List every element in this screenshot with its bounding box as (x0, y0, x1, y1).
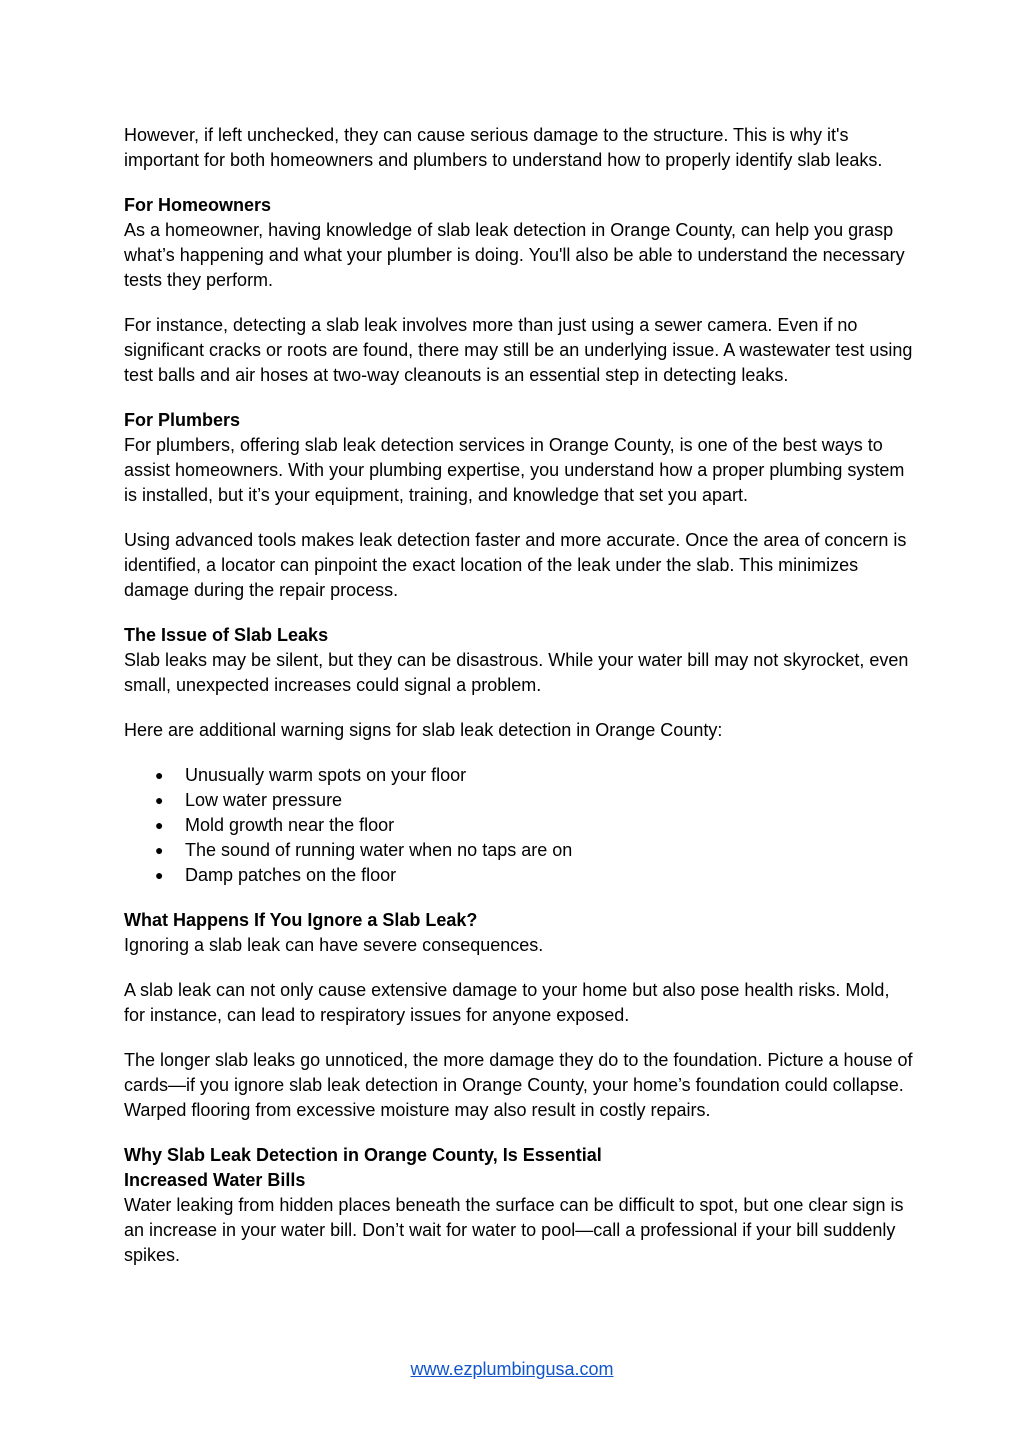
section-plumbers (124, 408, 914, 508)
issue-paragraph-1: Slab leaks may be silent, but they can be disastrous. While your water bill may not skyrocket, even small, unexpected increases could signal a problem. (124, 650, 909, 695)
bullet-icon: ● (155, 817, 164, 833)
essential-paragraph-1: Water leaking from hidden places beneath the surface can be difficult to spot, but one clear sign is an increase in your water bill. Don’t wait for water to pool—call a professional if your bill suddenly spikes. (124, 1195, 904, 1265)
list-item-text: Low water pressure (185, 790, 343, 810)
heading-why-essential: Why Slab Leak Detection in Orange County, Is Essential (124, 1145, 602, 1165)
list-item-text: Mold growth near the floor (185, 815, 395, 835)
bullet-icon: ● (155, 867, 164, 883)
plumbers-paragraph-1: For plumbers, offering slab leak detection services in Orange County, is one of the best ways to assist homeowners. With your plumbing expertise, you understand how a proper plumbing system is installed, but it’s your equipment, training, and knowledge that set you apart. (124, 435, 905, 505)
issue-paragraph-2: Here are additional warning signs for slab leak detection in Orange County: (124, 720, 723, 740)
ignore-paragraph-2: A slab leak can not only cause extensive damage to your home but also pose health risks. Mold, for instance, can lead to respiratory issues for anyone exposed. (124, 980, 890, 1025)
document-body (124, 123, 914, 1268)
heading-ignore-slab-leak: What Happens If You Ignore a Slab Leak? (124, 910, 478, 930)
bullet-icon: ● (155, 792, 164, 808)
list-item-text: Unusually warm spots on your floor (185, 765, 467, 785)
heading-issue-of-slab-leaks: The Issue of Slab Leaks (124, 625, 329, 645)
list-item-text: Damp patches on the floor (185, 865, 397, 885)
footer (0, 1357, 1024, 1382)
bullet-icon: ● (155, 767, 164, 783)
homeowners-paragraph-2: For instance, detecting a slab leak involves more than just using a sewer camera. Even if no significant cracks or roots are found, there may still be an underlying issue. A wastewater test using test balls and air hoses at two-way cleanouts is an essential step in detecting leaks. (124, 315, 913, 385)
subheading-increased-water-bills: Increased Water Bills (124, 1170, 306, 1190)
section-ignore (124, 908, 914, 958)
list-item (124, 763, 914, 788)
list-item (124, 813, 914, 838)
website-link[interactable]: www.ezplumbingusa.com (410, 1359, 614, 1379)
intro-paragraph: However, if left unchecked, they can cause serious damage to the structure. This is why it's important for both homeowners and plumbers to understand how to properly identify slab leaks. (124, 125, 883, 170)
heading-for-plumbers: For Plumbers (124, 410, 241, 430)
plumbers-paragraph-2: Using advanced tools makes leak detection faster and more accurate. Once the area of concern is identified, a locator can pinpoint the exact location of the leak under the slab. This minimizes damage during the repair process. (124, 530, 907, 600)
section-homeowners (124, 193, 914, 293)
section-issue (124, 623, 914, 698)
ignore-paragraph-3: The longer slab leaks go unnoticed, the more damage they do to the foundation. Picture a house of cards—if you ignore slab leak detection in Orange County, your home’s foundation could collapse. Warped flooring from excessive moisture may also result in costly repairs. (124, 1050, 913, 1120)
heading-for-homeowners: For Homeowners (124, 195, 272, 215)
warning-signs-list (124, 763, 914, 888)
list-item (124, 863, 914, 888)
list-item (124, 788, 914, 813)
list-item-text: The sound of running water when no taps are on (185, 840, 573, 860)
list-item (124, 838, 914, 863)
bullet-icon: ● (155, 842, 164, 858)
homeowners-paragraph-1: As a homeowner, having knowledge of slab leak detection in Orange County, can help you grasp what’s happening and what your plumber is doing. You'll also be able to understand the necessary tests they perform. (124, 220, 905, 290)
section-essential (124, 1143, 914, 1268)
ignore-paragraph-1: Ignoring a slab leak can have severe consequences. (124, 935, 544, 955)
